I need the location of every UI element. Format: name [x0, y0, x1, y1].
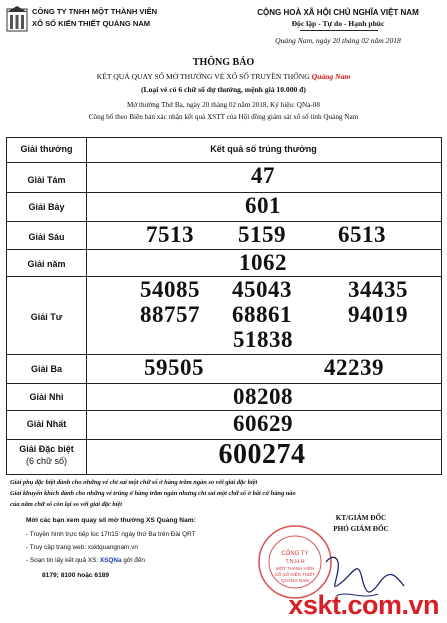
results-table — [6, 137, 442, 475]
prize-label-special-note: (6 chữ số) — [25, 456, 68, 466]
signer-role-2: PHÓ GIÁM ĐỐC — [333, 525, 389, 533]
notice-subtitle — [0, 72, 447, 81]
prize-number: 6513 — [338, 222, 386, 247]
bullet-website: - Truy cập trang web: xsktquangnam.vn — [26, 544, 138, 551]
svg-text:XỔ SỐ KIẾN THIẾT: XỔ SỐ KIẾN THIẾT — [274, 572, 316, 577]
prize-number: 47 — [251, 163, 275, 188]
republic-motto: Độc lập - Tự do - Hạnh phúc — [291, 19, 385, 28]
svg-text:QUẢNG NAM: QUẢNG NAM — [281, 578, 309, 583]
prize-label-4: Giải Tư — [30, 312, 63, 322]
bullet-sms-suffix: gởi đến — [121, 557, 145, 564]
notice-subtitle-brand: Quảng Nam — [311, 72, 351, 81]
company-name-line2: XỔ SỐ KIẾN THIẾT QUẢNG NAM — [32, 19, 151, 28]
prize-label-6: Giải Sáu — [28, 232, 65, 242]
prize-label-8: Giải Tám — [27, 175, 66, 185]
prize-label-5: Giải năm — [27, 259, 66, 269]
prize-number: 94019 — [348, 302, 408, 327]
prize-number: 601 — [245, 193, 281, 218]
invite-text: Mời các bạn xem quay số mở thưởng XS Quảng Nam: — [26, 517, 196, 524]
note-line: của năm chữ số còn lại so với giải đặc biệt — [10, 501, 122, 508]
prize-number: 7513 — [146, 222, 194, 247]
company-name-line1: CÔNG TY TNHH MỘT THÀNH VIÊN — [32, 7, 158, 16]
signer-role-1: KT/GIÁM ĐỐC — [335, 514, 387, 522]
prize-number: 08208 — [233, 384, 293, 409]
prize-number: 54085 — [140, 277, 200, 302]
draw-info: Mở thưởng Thứ Ba, ngày 20 tháng 02 năm 2018, Ký hiệu: QNa-08 — [127, 101, 320, 109]
prize-number: 5159 — [238, 222, 286, 247]
prize-number: 68861 — [232, 302, 292, 327]
prize-label-7: Giải Bảy — [28, 202, 65, 212]
bullet-broadcast: - Truyền hình trực tiếp lúc 17h15' ngày thứ Ba trên Đài QRT — [26, 531, 196, 538]
sms-phone-numbers: 8179; 8100 hoặc 6189 — [42, 572, 110, 579]
bullet-sms — [26, 557, 145, 564]
ticket-info: (Loại vé có 6 chữ số dự thưởng, mệnh giá 10.000 đ) — [141, 85, 306, 94]
prize-number: 42239 — [324, 355, 384, 380]
prize-number: 1062 — [239, 250, 287, 275]
watermark-logo: xskt.com.vn — [288, 590, 439, 620]
motto-underline — [300, 30, 378, 31]
notice-title: THÔNG BÁO — [192, 57, 255, 68]
special-prize-number: 600274 — [218, 439, 306, 470]
sms-code: XSQNa — [99, 557, 122, 564]
svg-text:MỘT THÀNH VIÊN: MỘT THÀNH VIÊN — [275, 566, 315, 571]
company-logo-icon — [6, 6, 28, 32]
republic-name: CỘNG HOÀ XÃ HỘI CHỦ NGHĨA VIỆT NAM — [257, 8, 419, 17]
prize-number: 51838 — [233, 327, 293, 352]
prize-number: 88757 — [140, 302, 200, 327]
header-prize: Giải thưởng — [20, 144, 73, 154]
note-line: Giải phụ đặc biệt dành cho những vé chỉ sai một chữ số ở hàng trăm ngàn so với giải đặc biệt — [10, 479, 258, 486]
svg-text:T.N.H.H: T.N.H.H — [285, 559, 305, 565]
svg-text:CÔNG TY: CÔNG TY — [281, 551, 309, 557]
note-line: Giải khuyến khích dành cho những vé trúng ở hàng trăm ngàn nhưng chỉ sai một chữ số ở bất cứ hàng nào — [10, 490, 296, 497]
bullet-sms-text: - Soạn tin lấy kết quả XS: — [26, 557, 100, 564]
prize-number: 45043 — [232, 277, 292, 302]
notice-subtitle-prefix: KẾT QUẢ QUAY SỐ MỞ THƯỞNG VÉ XỔ SỐ TRUYỀN THỐNG — [96, 72, 310, 81]
prize-label-3: Giải Ba — [30, 364, 62, 374]
column-divider — [86, 138, 87, 474]
prize-label-1: Giải Nhất — [26, 419, 67, 429]
document-date: Quảng Nam, ngày 20 tháng 02 năm 2018 — [275, 36, 401, 45]
header-result: Kết quả số trúng thưởng — [210, 144, 317, 154]
board-info: Công bố theo Biên bản xác nhận kết quả XSTT của Hội đồng giám sát xổ số tỉnh Quảng Nam — [88, 113, 359, 121]
prize-number: 60629 — [233, 411, 293, 436]
prize-number: 34435 — [348, 277, 408, 302]
prize-label-2: Giải Nhì — [29, 392, 64, 402]
prize-label-special: Giải Đặc biệt — [19, 444, 74, 454]
prize-number: 59505 — [144, 355, 204, 380]
